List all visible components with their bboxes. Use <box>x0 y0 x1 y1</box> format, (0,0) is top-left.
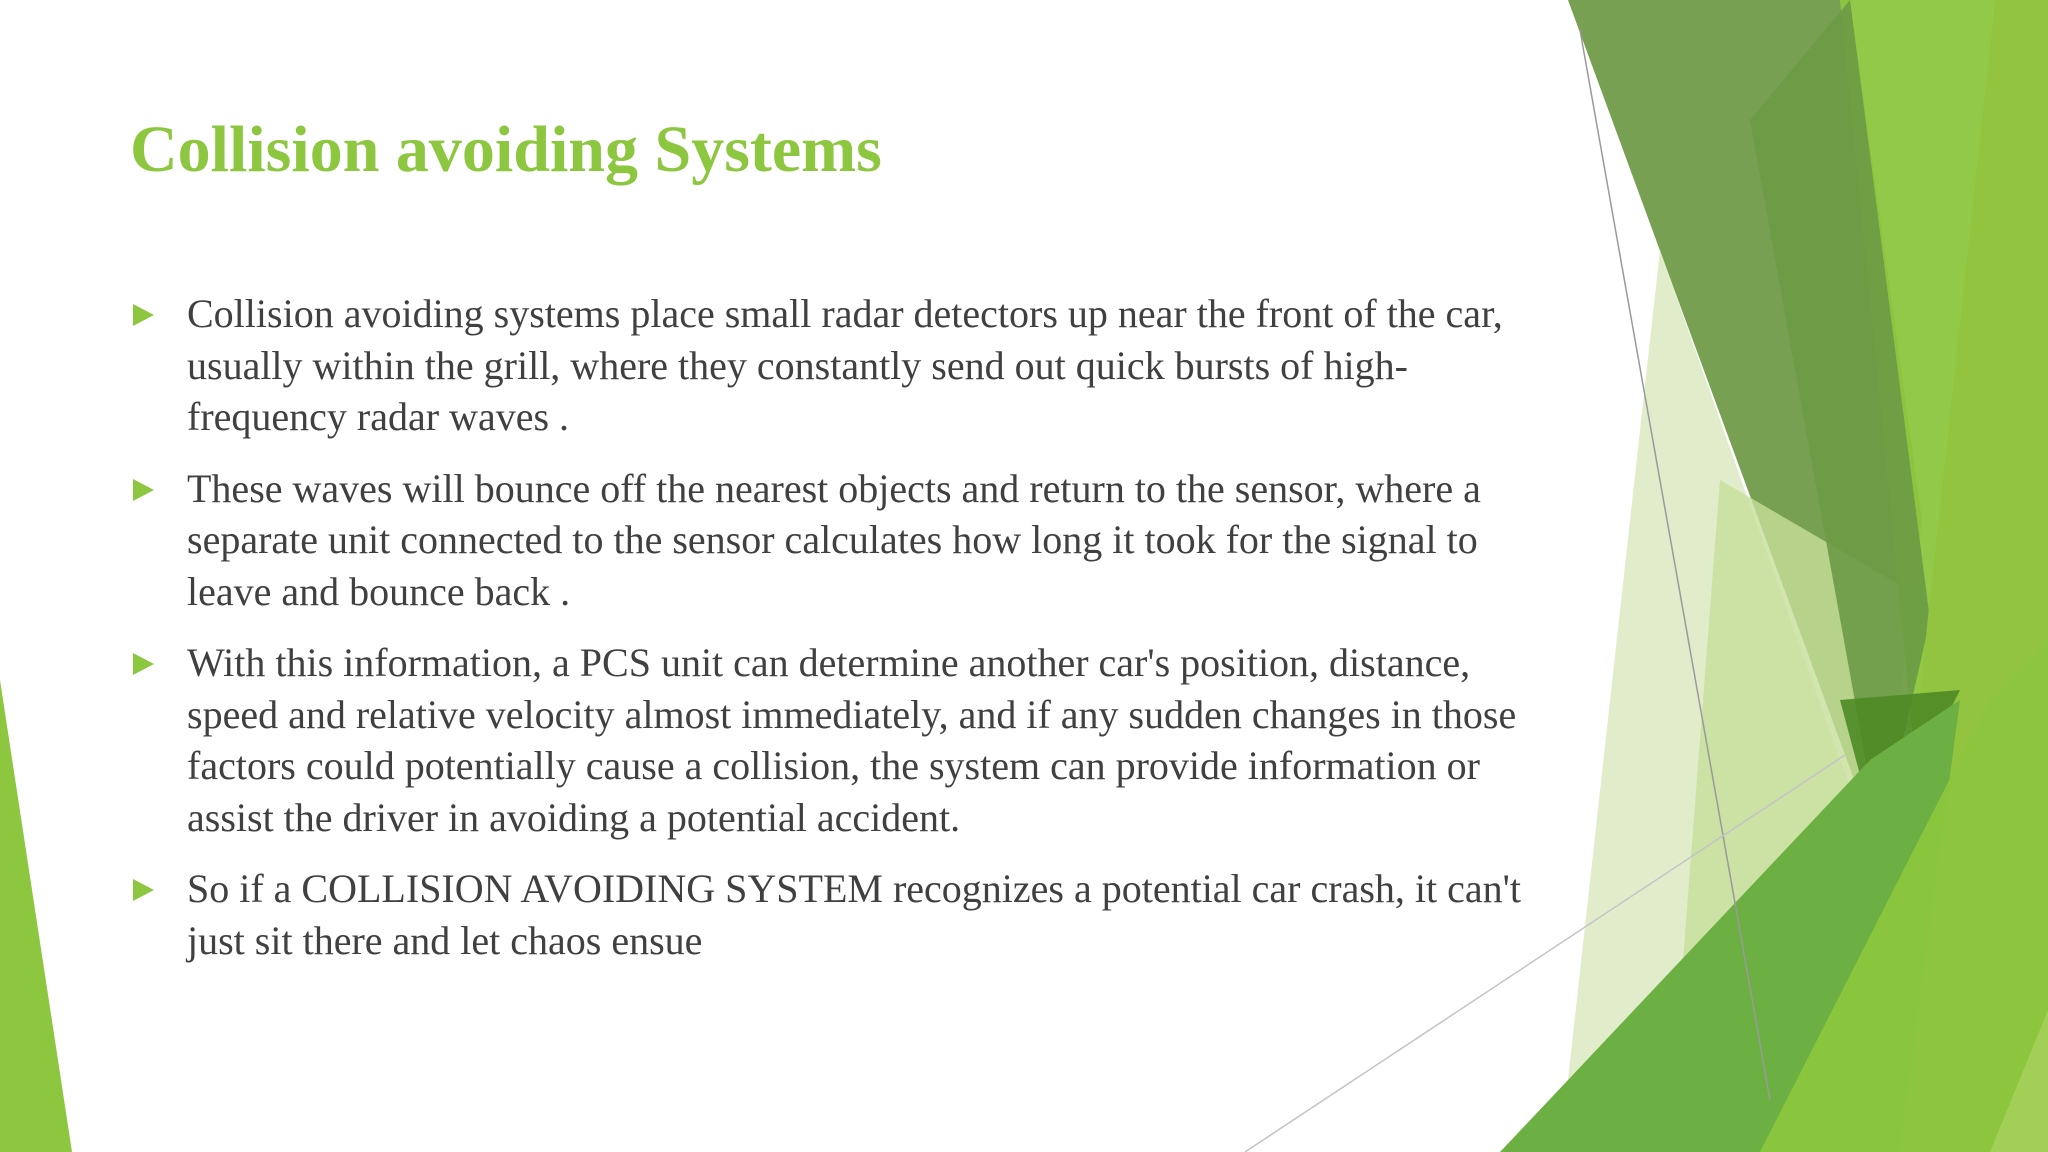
list-item <box>130 463 1560 618</box>
facet-left-green <box>0 680 72 1152</box>
bullet-text: Collision avoiding systems place small radar detectors up near the front of the car, usually within the grill, where they constantly send out quick bursts of high-frequency radar waves . <box>187 291 1503 439</box>
slide-title: Collision avoiding Systems <box>130 113 882 186</box>
bullet-text: With this information, a PCS unit can determine another car's position, distance, speed and relative velocity almost immediately, and if any sudden changes in those factors could potentially cause a collision, the system can provide information or assist the driver in avoiding a potential accident. <box>187 640 1517 840</box>
bullet-list <box>130 288 1560 986</box>
triangle-right-icon <box>133 304 154 326</box>
list-item <box>130 637 1560 843</box>
list-item <box>130 288 1560 443</box>
triangle-right-icon <box>133 879 154 901</box>
bullet-text: These waves will bounce off the nearest objects and return to the sensor, where a separate unit connected to the sensor calculates how long it took for the signal to leave and bounce back . <box>187 465 1481 614</box>
bullet-text: So if a COLLISION AVOIDING SYSTEM recognizes a potential car crash, it can't just sit there and let chaos ensue <box>187 866 1521 963</box>
triangle-right-icon <box>133 653 154 675</box>
list-item <box>130 863 1560 966</box>
triangle-right-icon <box>133 479 154 501</box>
